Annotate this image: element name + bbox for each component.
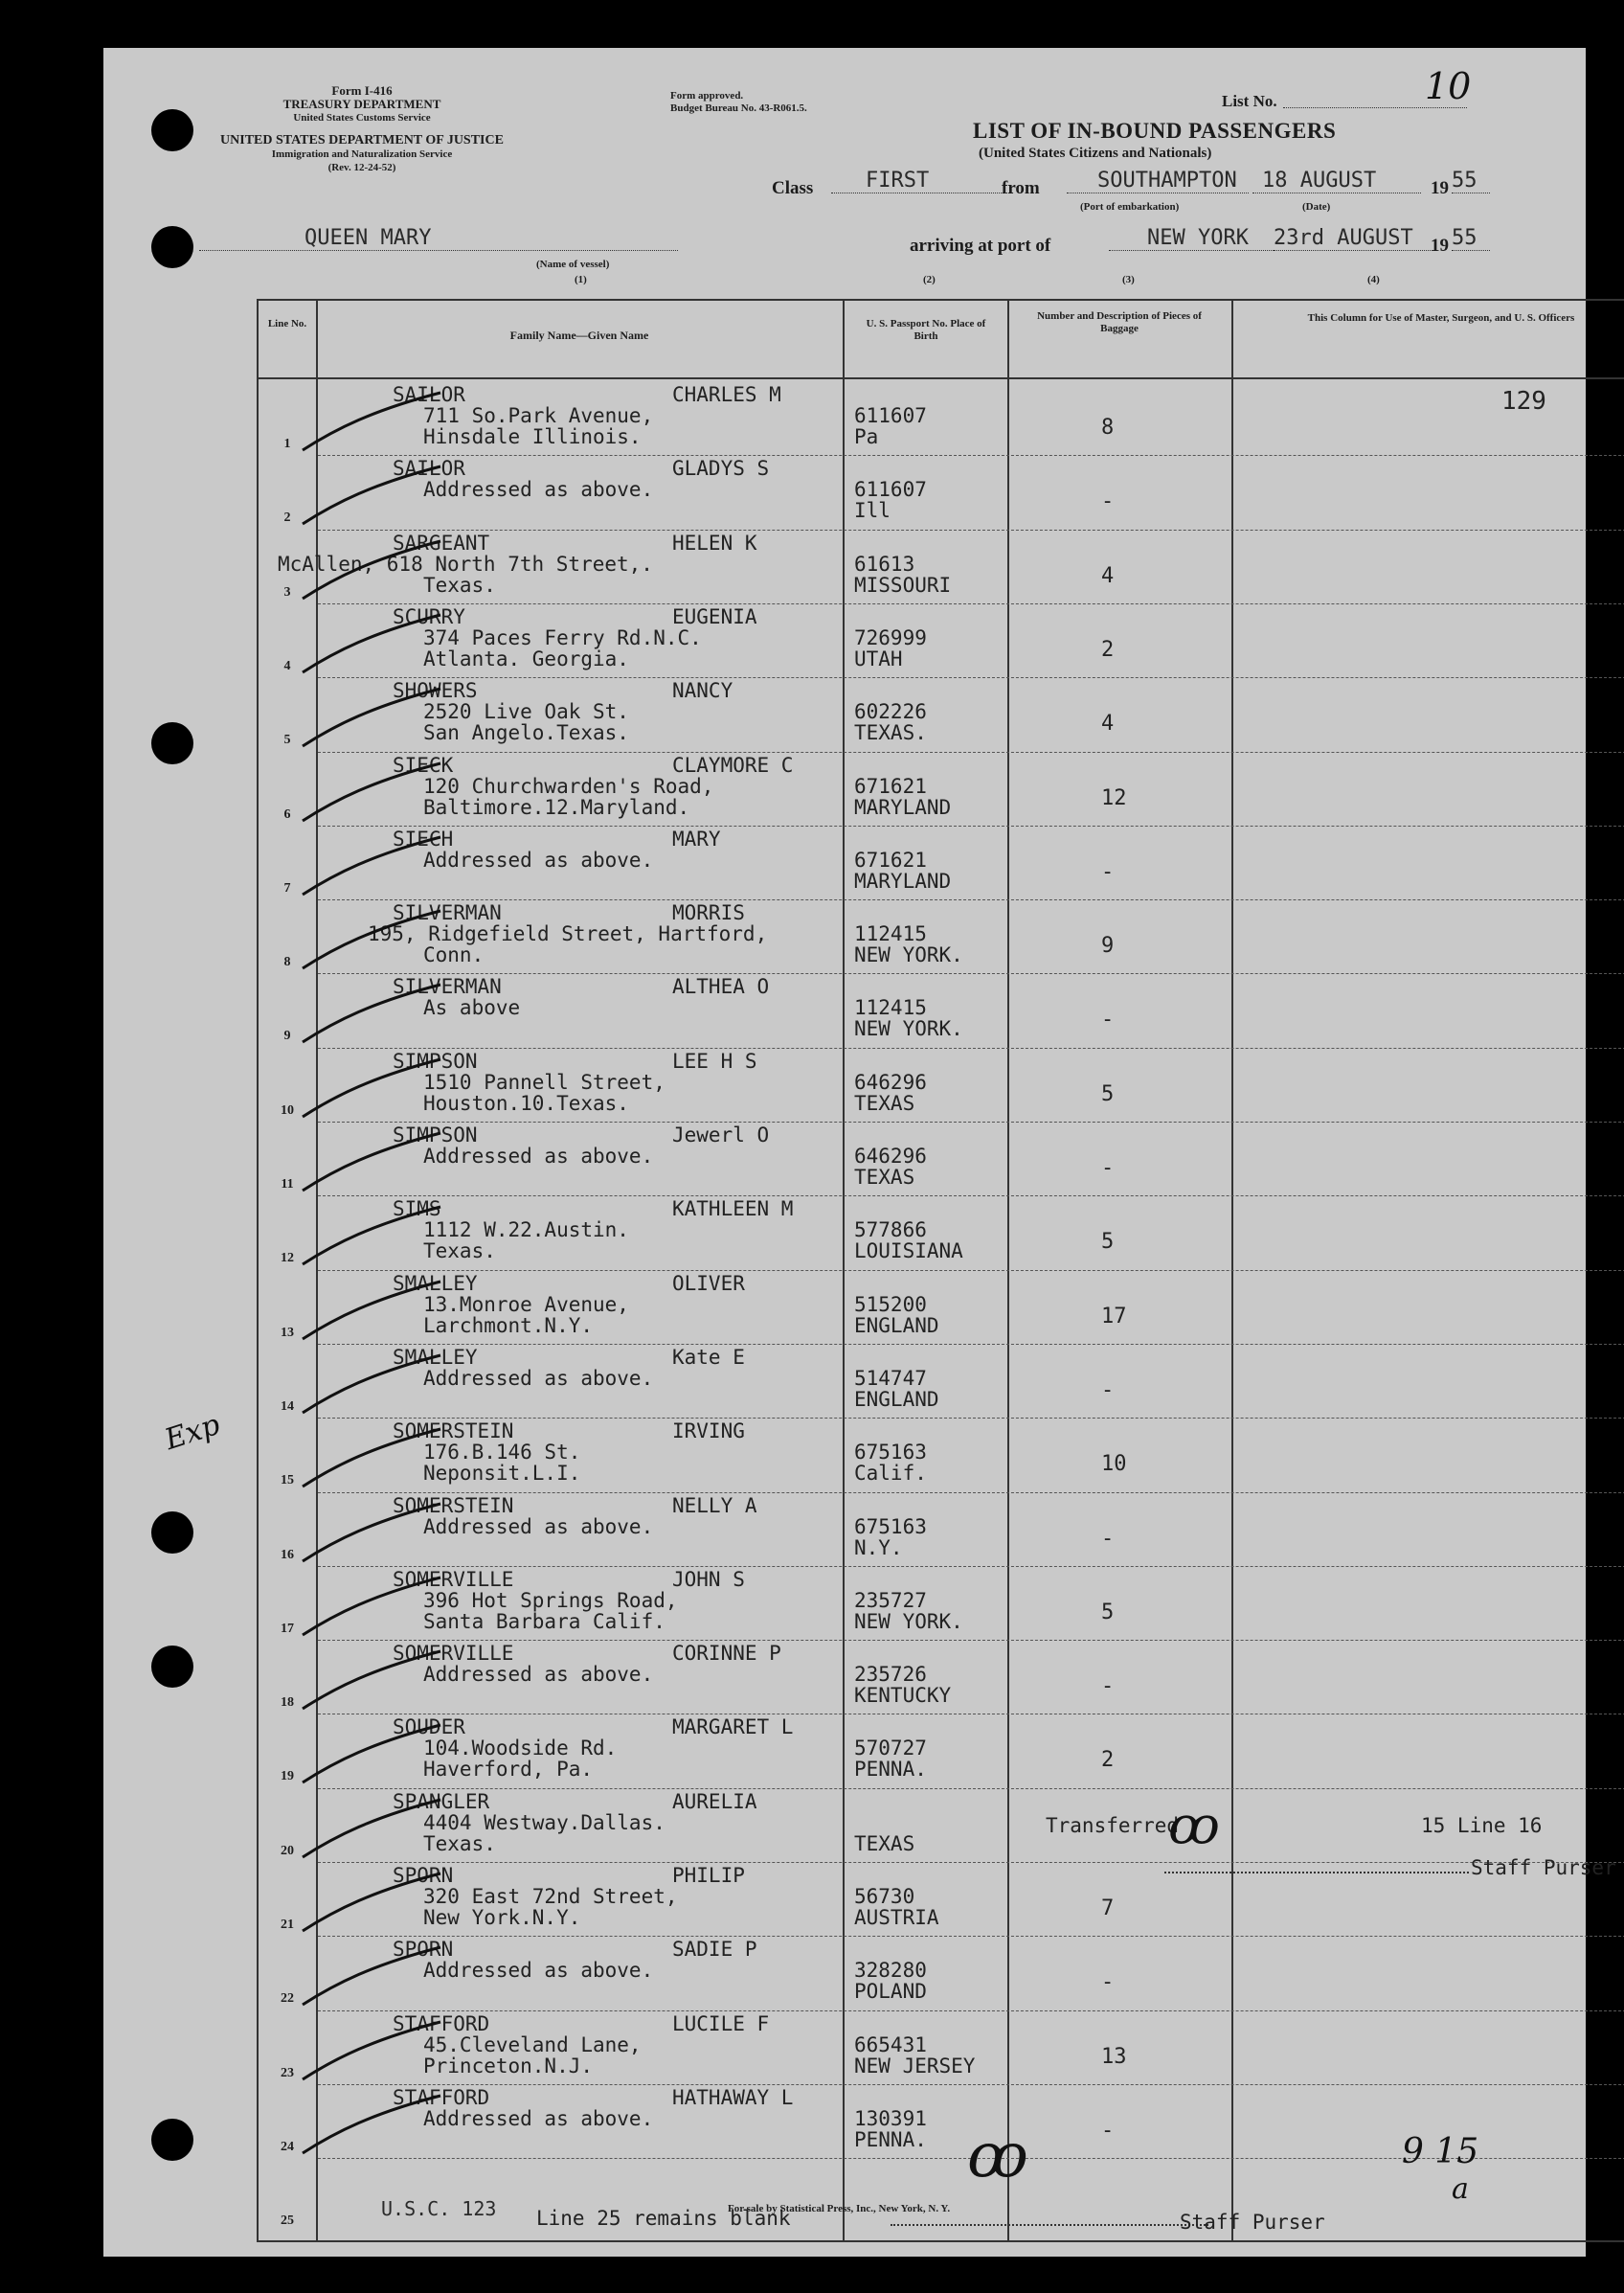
arrival-date: 23rd AUGUST [1274, 226, 1436, 251]
address-line-1: 1112 W.22.Austin. [423, 1218, 629, 1242]
row-separator [318, 752, 1624, 753]
line-number: 14 [281, 1398, 294, 1414]
baggage-count: - [1101, 1008, 1115, 1033]
checkmark-icon [297, 1723, 450, 1790]
given-name: MARGARET L [672, 1715, 794, 1739]
family-name: SIMS [393, 1197, 441, 1221]
address-line-2: Baltimore.12.Maryland. [423, 795, 690, 819]
line-number: 21 [281, 1918, 294, 1932]
address-line-1: Addressed as above. [423, 2106, 654, 2130]
passport-number: 671621 [854, 848, 927, 872]
passport-number: 235726 [854, 1663, 927, 1687]
line-number: 9 [283, 1029, 291, 1044]
given-name: JOHN S [672, 1567, 745, 1591]
address-line-1: 396 Hot Springs Road, [423, 1588, 678, 1612]
line-number: 2 [283, 511, 291, 526]
passport-number: 235727 [854, 1588, 927, 1612]
date-value: 18 AUGUST [1252, 169, 1421, 193]
budget-bureau: Budget Bureau No. 43-R061.5. [670, 102, 807, 114]
given-name: MARY [672, 827, 721, 851]
family-name: SAILOR [393, 457, 465, 481]
footer-code: U.S.C. 123 [381, 2197, 497, 2220]
transfer-line: 15 Line 16 [1421, 1814, 1543, 1837]
checkmark-icon [297, 983, 450, 1050]
address-line-2: Atlanta. Georgia. [423, 647, 629, 670]
family-name: SMALLEY [393, 1345, 478, 1369]
address-line-1: Addressed as above. [423, 1145, 654, 1168]
staff-purser-label-2: Staff Purser [1180, 2211, 1325, 2234]
arrival-port: NEW YORK [1109, 226, 1289, 251]
binder-hole [151, 1511, 193, 1554]
row-separator [318, 677, 1624, 678]
place-of-birth: ENGLAND [854, 1387, 939, 1411]
baggage-count: 9 [1101, 934, 1115, 959]
given-name: PHILIP [672, 1864, 745, 1887]
address-line-2: Texas. [423, 1239, 496, 1263]
given-name: IRVING [672, 1419, 745, 1443]
row-separator [318, 2010, 1624, 2011]
year-value: 55 [1452, 169, 1490, 193]
passport-number: 577866 [854, 1218, 927, 1242]
address-line-1: 176.B.146 St. [423, 1441, 581, 1464]
family-name: SARGEANT [393, 531, 490, 555]
line-number: 22 [281, 1991, 294, 2007]
family-name: SCURRY [393, 604, 465, 628]
family-name: SPANGLER [393, 1789, 490, 1813]
row-separator [318, 1344, 1624, 1345]
place-of-birth: NEW YORK. [854, 1609, 963, 1633]
row-separator [318, 603, 1624, 604]
address-line-1: 1510 Pannell Street, [423, 1070, 665, 1094]
row-separator [318, 455, 1624, 456]
baggage-count: - [1101, 2118, 1115, 2143]
place-of-birth: Pa [854, 425, 879, 448]
family-name: SIMPSON [393, 1049, 478, 1073]
passport-number: 611607 [854, 404, 927, 427]
list-number: 10 [1425, 65, 1472, 107]
line-number: 25 [281, 2214, 294, 2229]
line-number: 18 [281, 1695, 294, 1711]
document-page [103, 48, 1616, 2257]
margin-note: Exp [161, 1407, 225, 1458]
baggage-count: - [1101, 1674, 1115, 1699]
address-line-1: Addressed as above. [423, 1514, 654, 1538]
row-separator [318, 1936, 1624, 1937]
treasury-dept: TREASURY DEPARTMENT [282, 97, 441, 111]
place-of-birth: Ill [854, 499, 891, 523]
checkmark-icon [297, 1945, 450, 2012]
line-number: 24 [281, 2139, 294, 2154]
given-name: OLIVER [672, 1271, 745, 1295]
col-num-2: (2) [923, 274, 936, 285]
col-num-4: (4) [1367, 274, 1380, 285]
address-line-1: Addressed as above. [423, 848, 654, 872]
line-number: 6 [283, 806, 291, 822]
line-number: 15 [281, 1473, 294, 1488]
corner-note-2: a [1452, 2172, 1469, 2206]
purser-signature-2: ꝏ [967, 2121, 1028, 2191]
given-name: Jewerl O [672, 1124, 770, 1146]
family-name: SHOWERS [393, 679, 478, 703]
checkmark-icon [297, 1576, 450, 1643]
list-no-label: List No. [1222, 92, 1277, 110]
arrival-year-prefix: 19 [1431, 236, 1449, 256]
family-name: SIECH [393, 827, 454, 851]
family-name: SOMERSTEIN [393, 1419, 514, 1443]
baggage-count: 12 [1101, 785, 1127, 810]
family-name: SPORN [393, 1864, 454, 1887]
address-line-1: Addressed as above. [423, 478, 654, 502]
baggage-count: - [1101, 489, 1115, 514]
given-name: NELLY A [672, 1493, 757, 1517]
form-approved: Form approved. [670, 90, 744, 102]
address-line-1: 120 Churchwarden's Road, [423, 774, 714, 798]
year-prefix: 19 [1431, 178, 1449, 198]
line-number: 4 [283, 658, 291, 673]
passport-number: 514747 [854, 1366, 927, 1390]
checkmark-icon [297, 1280, 450, 1347]
line-number: 17 [281, 1621, 294, 1636]
corner-note: 9 15 [1402, 2132, 1479, 2171]
checkmark-icon [297, 909, 450, 976]
col-header-passport: U. S. Passport No. Place of Birth [866, 318, 986, 342]
family-name: SOMERVILLE [393, 1567, 514, 1591]
line-number: 13 [281, 1325, 294, 1340]
baggage-count: 7 [1101, 1896, 1115, 1920]
line-number: 11 [281, 1177, 294, 1192]
passport-number: 130391 [854, 2106, 927, 2130]
place-of-birth: MARYLAND [854, 869, 952, 893]
form-revision: (Rev. 12-24-52) [327, 162, 396, 173]
row-separator [318, 1195, 1624, 1196]
passport-number: 112415 [854, 922, 927, 946]
given-name: GLADYS S [672, 457, 770, 481]
family-name: SMALLEY [393, 1271, 478, 1295]
baggage-count: - [1101, 859, 1115, 884]
baggage-count: 4 [1101, 712, 1115, 737]
given-name: CHARLES M [672, 383, 781, 406]
approval-block [670, 90, 807, 115]
baggage-count: 5 [1101, 1230, 1115, 1255]
embark-caption: (Port of embarkation) [1080, 201, 1180, 213]
baggage-count: - [1101, 1526, 1115, 1551]
baggage-count: 10 [1101, 1452, 1127, 1477]
row-separator [318, 2084, 1624, 2085]
address-line-1: 320 East 72nd Street, [423, 1885, 678, 1908]
checkmark-icon [297, 1205, 450, 1272]
row-separator [318, 530, 1624, 531]
family-name: SOMERSTEIN [393, 1493, 514, 1517]
line25-note: Line 25 remains blank [536, 2207, 791, 2230]
place-of-birth: KENTUCKY [854, 1684, 952, 1708]
col-header-baggage: Number and Description of Pieces of Baggage [1037, 310, 1202, 334]
ins-service: Immigration and Naturalization Service [271, 148, 453, 160]
line-number: 8 [283, 955, 291, 970]
baggage-count: - [1101, 1377, 1115, 1402]
address-line-2: Hinsdale Illinois. [423, 425, 642, 448]
passenger-table [257, 299, 1624, 2242]
page-subtitle: (United States Citizens and Nationals) [979, 146, 1212, 161]
passport-number: 726999 [854, 625, 927, 649]
place-of-birth: NEW YORK. [854, 943, 963, 967]
baggage-count: 8 [1101, 416, 1115, 440]
checkmark-icon [297, 687, 450, 754]
given-name: MORRIS [672, 901, 745, 925]
place-of-birth: POLAND [854, 1980, 927, 2004]
address-line-2: Princeton.N.J. [423, 2054, 594, 2077]
address-line-1: 104.Woodside Rd. [423, 1737, 618, 1760]
given-name: CLAYMORE C [672, 753, 794, 777]
passport-number: 56730 [854, 1885, 915, 1908]
row-separator [318, 1640, 1624, 1641]
checkmark-icon [297, 1427, 450, 1494]
address-line-1: McAllen, 618 North 7th Street,. [278, 552, 653, 576]
address-line-2: Texas. [423, 573, 496, 597]
row-separator [318, 1492, 1624, 1493]
address-line-1: 374 Paces Ferry Rd.N.C. [423, 625, 702, 649]
row-separator [318, 1566, 1624, 1567]
class-label: Class [772, 178, 814, 198]
checkmark-icon [297, 1057, 450, 1124]
line-number: 20 [281, 1843, 294, 1858]
given-name: LEE H S [672, 1049, 757, 1073]
address-line-1: 711 So.Park Avenue, [423, 404, 654, 427]
passport-number: 671621 [854, 774, 927, 798]
address-line-2: Haverford, Pa. [423, 1758, 594, 1782]
place-of-birth: TEXAS [854, 1091, 915, 1115]
vessel-name: QUEEN MARY [199, 226, 678, 251]
place-of-birth: MARYLAND [854, 795, 952, 819]
binder-hole [151, 226, 193, 268]
place-of-birth: AUSTRIA [854, 1906, 939, 1929]
justice-dept: UNITED STATES DEPARTMENT OF JUSTICE [220, 133, 504, 148]
passport-number: 665431 [854, 2032, 927, 2056]
given-name: LUCILE F [672, 2011, 770, 2035]
baggage-count: - [1101, 1156, 1115, 1180]
address-line-2: New York.N.Y. [423, 1906, 581, 1929]
place-of-birth: TEXAS. [854, 721, 927, 745]
vessel-caption: (Name of vessel) [536, 259, 610, 270]
family-name: SIMPSON [393, 1124, 478, 1146]
row-separator [318, 1788, 1624, 1789]
address-line-1: 195, Ridgefield Street, Hartford, [368, 922, 768, 946]
baggage-count: 2 [1101, 637, 1115, 662]
line-number: 12 [281, 1251, 294, 1266]
address-line-2: Houston.10.Texas. [423, 1091, 629, 1115]
baggage-count: 5 [1101, 1600, 1115, 1624]
checkmark-icon [297, 761, 450, 829]
passport-number: 646296 [854, 1070, 927, 1094]
checkmark-icon [297, 1872, 450, 1939]
given-name: SADIE P [672, 1938, 757, 1962]
given-name: NANCY [672, 679, 733, 703]
place-of-birth: N.Y. [854, 1535, 903, 1559]
checkmark-icon [297, 613, 450, 680]
line-number: 16 [281, 1547, 294, 1562]
checkmark-icon [297, 1798, 450, 1865]
officer-count: 129 [1501, 387, 1546, 416]
checkmark-icon [297, 391, 450, 458]
header-rule [259, 377, 1624, 379]
row-separator [318, 1270, 1624, 1271]
passport-number: 646296 [854, 1145, 927, 1168]
place-of-birth: LOUISIANA [854, 1239, 963, 1263]
row-separator [318, 1048, 1624, 1049]
checkmark-icon [297, 1649, 450, 1716]
passport-number: 570727 [854, 1737, 927, 1760]
col-header-officers: This Column for Use of Master, Surgeon, and U. S. Officers [1307, 312, 1575, 324]
address-line-2: San Angelo.Texas. [423, 721, 629, 745]
given-name: Kate E [672, 1345, 745, 1369]
family-name: SILVERMAN [393, 975, 502, 999]
passport-number: 61613 [854, 552, 915, 576]
list-no-underline [1283, 107, 1467, 108]
row-separator [318, 1122, 1624, 1123]
family-name: SOUDER [393, 1715, 465, 1739]
purser-signature-1: ꝏ [1168, 1795, 1220, 1855]
address-line-2: Texas. [423, 1831, 496, 1855]
baggage-count: 17 [1101, 1304, 1127, 1328]
passport-number: 602226 [854, 700, 927, 724]
address-line-2: Neponsit.L.I. [423, 1462, 581, 1486]
row-separator [318, 826, 1624, 827]
from-label: from [1002, 178, 1040, 198]
col-num-3: (3) [1122, 274, 1135, 285]
given-name: KATHLEEN M [672, 1197, 794, 1221]
from-value: SOUTHAMPTON [1067, 169, 1249, 193]
signature-line-1 [1164, 1872, 1469, 1873]
address-line-2: Santa Barbara Calif. [423, 1609, 665, 1633]
binder-hole [151, 722, 193, 764]
address-line-1: Addressed as above. [423, 1663, 654, 1687]
transfer-note: Transferred [1046, 1814, 1180, 1837]
line-number: 5 [283, 733, 291, 748]
row-separator [318, 1862, 1624, 1863]
row-separator [318, 899, 1624, 900]
address-line-1: Addressed as above. [423, 1959, 654, 1983]
place-of-birth: TEXAS [854, 1166, 915, 1189]
checkmark-icon [297, 1131, 450, 1198]
given-name: HELEN K [672, 531, 757, 555]
address-line-1: 4404 Westway.Dallas. [423, 1810, 665, 1834]
place-of-birth: UTAH [854, 647, 903, 670]
col-header-line: Line No. [267, 318, 307, 329]
staff-purser-label: Staff Purser [1471, 1856, 1616, 1879]
address-line-1: 2520 Live Oak St. [423, 700, 629, 724]
address-line-2: Conn. [423, 943, 485, 967]
family-name: SAILOR [393, 383, 465, 406]
passport-number: 675163 [854, 1441, 927, 1464]
place-of-birth: ENGLAND [854, 1313, 939, 1337]
passport-number: 515200 [854, 1292, 927, 1316]
page-title: LIST OF IN-BOUND PASSENGERS [973, 119, 1337, 143]
address-line-2: Larchmont.N.Y. [423, 1313, 594, 1337]
row-separator [318, 973, 1624, 974]
passport-number: 328280 [854, 1959, 927, 1983]
address-line-1: Addressed as above. [423, 1366, 654, 1390]
family-name: SILVERMAN [393, 901, 502, 925]
family-name: STAFFORD [393, 2085, 490, 2109]
col-num-1: (1) [575, 274, 587, 285]
line-number: 1 [283, 437, 291, 451]
form-id-block [209, 84, 515, 174]
address-line-1: As above [423, 996, 521, 1020]
given-name: HATHAWAY L [672, 2085, 794, 2109]
row-separator [318, 1418, 1624, 1419]
line-number: 19 [281, 1769, 294, 1784]
line-number: 10 [281, 1102, 294, 1118]
col-header-name: Family Name—Given Name [509, 329, 649, 342]
given-name: ALTHEA O [672, 975, 770, 999]
arrival-year: 55 [1452, 226, 1490, 251]
binder-hole [151, 1646, 193, 1688]
given-name: CORINNE P [672, 1642, 781, 1666]
address-line-1: 45.Cleveland Lane, [423, 2032, 642, 2056]
baggage-count: 2 [1101, 1748, 1115, 1773]
checkmark-icon [297, 539, 450, 606]
date-caption: (Date) [1302, 201, 1331, 213]
arriving-label: arriving at port of [910, 236, 1051, 256]
place-of-birth: Calif. [854, 1462, 927, 1486]
checkmark-icon [297, 1353, 450, 1420]
line-number: 23 [281, 2065, 294, 2080]
passport-number: 112415 [854, 996, 927, 1020]
place-of-birth: TEXAS [854, 1831, 915, 1855]
given-name: EUGENIA [672, 604, 757, 628]
family-name: STAFFORD [393, 2011, 490, 2035]
customs-service: United States Customs Service [293, 112, 431, 124]
family-name: SIECK [393, 753, 454, 777]
form-number: Form I-416 [331, 83, 393, 98]
place-of-birth: MISSOURI [854, 573, 952, 597]
line-number: 7 [283, 880, 291, 896]
checkmark-icon [297, 2020, 450, 2087]
checkmark-icon [297, 835, 450, 902]
baggage-count: - [1101, 1970, 1115, 1995]
passport-number: 611607 [854, 478, 927, 502]
place-of-birth: NEW YORK. [854, 1017, 963, 1041]
footer-printer: For sale by Statistical Press, Inc., New York, N. Y. [728, 2203, 951, 2214]
checkmark-icon [297, 2094, 450, 2161]
line-number: 3 [283, 584, 291, 600]
place-of-birth: PENNA. [854, 2127, 927, 2151]
given-name: AURELIA [672, 1789, 757, 1813]
baggage-count: 4 [1101, 563, 1115, 588]
binder-hole [151, 2119, 193, 2161]
place-of-birth: PENNA. [854, 1758, 927, 1782]
class-value: FIRST [831, 169, 1013, 193]
checkmark-icon [297, 1502, 450, 1569]
baggage-count: 13 [1101, 2044, 1127, 2069]
baggage-count: 5 [1101, 1081, 1115, 1106]
signature-line-2 [891, 2224, 1208, 2226]
address-line-1: 13.Monroe Avenue, [423, 1292, 629, 1316]
place-of-birth: NEW JERSEY [854, 2054, 976, 2077]
binder-hole [151, 109, 193, 151]
family-name: SPORN [393, 1938, 454, 1962]
passport-number: 675163 [854, 1514, 927, 1538]
family-name: SOMERVILLE [393, 1642, 514, 1666]
checkmark-icon [297, 465, 450, 532]
